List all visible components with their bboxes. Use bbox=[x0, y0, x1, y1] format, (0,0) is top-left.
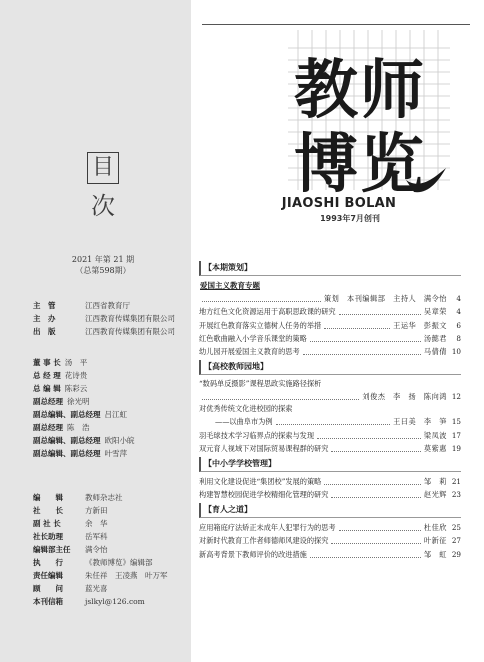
info-value: 花诗贵 bbox=[64, 371, 88, 380]
entry-page: 4 bbox=[456, 307, 461, 317]
issue-year-number: 2021 年第 21 期 bbox=[71, 255, 135, 264]
info-value: 江西教育传媒集团有限公司 bbox=[85, 314, 175, 323]
info-row bbox=[33, 382, 193, 395]
logo-char-jiao: 教 bbox=[294, 54, 358, 128]
info-label: 社 长 bbox=[33, 506, 63, 515]
info-label: 总 编 辑 bbox=[33, 384, 61, 393]
entry-page: 23 bbox=[451, 490, 461, 500]
info-row bbox=[33, 447, 193, 460]
editorial-info bbox=[33, 491, 193, 608]
entry-leader bbox=[324, 484, 421, 485]
entry-leader bbox=[317, 438, 421, 439]
info-value: 徐光明 bbox=[67, 397, 90, 406]
toc-section bbox=[199, 360, 461, 455]
entry-author: 汤懿君 bbox=[423, 333, 447, 343]
table-of-contents bbox=[199, 259, 461, 561]
toc-entry[interactable] bbox=[199, 521, 461, 534]
info-label: 副总编辑、副总经理 bbox=[33, 410, 101, 419]
entry-title: 幼儿园开展爱国主义教育的思考 bbox=[199, 346, 300, 356]
entry-author: 吴章荣 bbox=[423, 307, 447, 317]
info-label: 总 经 理 bbox=[33, 371, 61, 380]
info-value: 陈 浩 bbox=[67, 423, 90, 432]
toc-entry[interactable] bbox=[199, 390, 461, 403]
entry-author: 梁凤波 bbox=[423, 430, 447, 440]
logo-char-bo: 博 bbox=[294, 128, 358, 202]
info-row bbox=[33, 395, 193, 408]
info-value: 方新田 bbox=[85, 506, 108, 515]
entry-leader bbox=[202, 301, 321, 302]
toc-entry[interactable] bbox=[199, 475, 461, 488]
info-row bbox=[33, 569, 193, 582]
top-rule bbox=[202, 24, 470, 25]
info-label: 顾 问 bbox=[33, 584, 63, 593]
entry-author: 赵光辉 bbox=[423, 490, 447, 500]
info-label: 编辑部主任 bbox=[33, 545, 71, 554]
entry-author: 莫紫惠 bbox=[423, 443, 447, 453]
entry-page: 15 bbox=[451, 417, 461, 427]
info-value: 吕江虹 bbox=[104, 410, 127, 419]
entry-page: 29 bbox=[451, 549, 461, 559]
info-label: 本刊信箱 bbox=[33, 597, 63, 606]
info-row bbox=[33, 421, 193, 434]
entry-title: 地方红色文化资源运用于高职思政课的研究 bbox=[199, 307, 336, 317]
entry-author: 王运华 彭振文 bbox=[393, 320, 447, 330]
info-label: 副 社 长 bbox=[33, 519, 61, 528]
management-info bbox=[33, 356, 193, 460]
info-row bbox=[33, 517, 193, 530]
info-label: 编 辑 bbox=[33, 493, 63, 502]
entry-leader bbox=[202, 399, 359, 400]
info-value: 岳军科 bbox=[85, 532, 108, 541]
info-row bbox=[33, 299, 193, 312]
entry-author: 策划 本刊编辑部 主持人 满令怡 bbox=[323, 294, 447, 304]
entry-leader bbox=[331, 451, 421, 452]
info-label: 副总经理 bbox=[33, 397, 63, 406]
entry-title: 对新时代教育工作者师德师风建设的探究 bbox=[199, 536, 329, 546]
info-row bbox=[33, 312, 193, 325]
entry-title: 红色歌曲融入小学音乐课堂的策略 bbox=[199, 333, 307, 343]
logo-char-shi: 师 bbox=[360, 54, 424, 128]
info-row bbox=[33, 582, 193, 595]
entry-leader bbox=[276, 424, 391, 425]
info-row bbox=[33, 491, 193, 504]
info-value: 余 华 bbox=[85, 519, 108, 528]
info-value: 蓝光喜 bbox=[85, 584, 108, 593]
magazine-logo bbox=[288, 30, 450, 202]
info-label: 出 版 bbox=[33, 327, 56, 336]
section-heading: 【育人之道】 bbox=[199, 503, 461, 518]
info-value: 汤 平 bbox=[64, 358, 88, 367]
info-label: 责任编辑 bbox=[33, 571, 63, 580]
toc-entry-title-line[interactable]: 对优秀传统文化进校园的探索 bbox=[199, 404, 293, 414]
entry-page: 19 bbox=[451, 443, 461, 453]
entry-title: 利用文化建设促进“集团校”发展的策略 bbox=[199, 476, 322, 486]
entry-author: 刘俊杰 李 扬 陈向鸿 bbox=[362, 392, 447, 402]
toc-entry[interactable] bbox=[199, 332, 461, 345]
entry-page: 8 bbox=[456, 333, 461, 343]
issue-total-number: （总第598期） bbox=[75, 266, 131, 275]
info-label: 副总编辑、副总经理 bbox=[33, 449, 101, 458]
info-value: 教师杂志社 bbox=[85, 493, 123, 502]
info-label: 执 行 bbox=[33, 558, 63, 567]
issue-number bbox=[48, 254, 158, 276]
entry-leader bbox=[339, 314, 421, 315]
entry-leader bbox=[331, 497, 421, 498]
info-label: 主 办 bbox=[33, 314, 56, 323]
toc-section bbox=[199, 261, 461, 358]
toc-entry[interactable] bbox=[199, 442, 461, 455]
info-label: 董 事 长 bbox=[33, 358, 61, 367]
info-value: 满令怡 bbox=[85, 545, 108, 554]
toc-entry[interactable] bbox=[199, 345, 461, 358]
toc-entry[interactable] bbox=[199, 318, 461, 331]
entry-leader bbox=[339, 530, 421, 531]
toc-entry[interactable] bbox=[199, 547, 461, 560]
info-label: 社长助理 bbox=[33, 532, 63, 541]
entry-title: 新高考背景下教师评价的改进措施 bbox=[199, 549, 307, 559]
entry-author: 叶新征 bbox=[423, 536, 447, 546]
info-label: 副总经理 bbox=[33, 423, 63, 432]
info-label: 副总编辑、副总经理 bbox=[33, 436, 101, 445]
entry-author: 邹 莉 bbox=[423, 476, 447, 486]
magazine-title-en: JIAOSHI BOLAN bbox=[281, 196, 397, 211]
entry-leader bbox=[324, 328, 390, 329]
info-row bbox=[33, 595, 193, 608]
info-row bbox=[33, 369, 193, 382]
info-value: 朱任祥 王凌燕 叶万军 bbox=[85, 571, 168, 580]
contents-title bbox=[86, 152, 120, 224]
entry-page: 10 bbox=[451, 346, 461, 356]
entry-title: 羽毛球技术学习临界点的探索与发现 bbox=[199, 430, 315, 440]
toc-entry[interactable] bbox=[199, 428, 461, 441]
entry-page: 27 bbox=[451, 536, 461, 546]
contents-char-1: 目 bbox=[87, 152, 119, 184]
toc-section bbox=[199, 457, 461, 501]
toc-entry[interactable] bbox=[199, 415, 461, 428]
entry-page: 4 bbox=[456, 294, 461, 304]
section-heading: 【高校教师园地】 bbox=[199, 360, 461, 375]
entry-author: 邹 虹 bbox=[423, 549, 447, 559]
entry-page: 25 bbox=[451, 523, 461, 533]
entry-author: 王曰美 李 笋 bbox=[393, 417, 447, 427]
contents-char-2: 次 bbox=[91, 192, 115, 220]
toc-entry[interactable] bbox=[199, 488, 461, 501]
info-label: 主 管 bbox=[33, 301, 56, 310]
info-row bbox=[33, 325, 193, 338]
info-value: 江西省教育厅 bbox=[85, 301, 130, 310]
section-subheading: 爱国主义教育专题 bbox=[200, 281, 260, 290]
info-row bbox=[33, 356, 193, 369]
info-value: jslkyl@126.com bbox=[85, 597, 145, 606]
entry-title: 双元育人视域下对国际贸易课程群的研究 bbox=[199, 443, 329, 453]
entry-leader bbox=[310, 341, 421, 342]
entry-leader bbox=[303, 354, 421, 355]
entry-leader bbox=[331, 543, 421, 544]
info-value: 欧阳小皖 bbox=[104, 436, 135, 445]
entry-title: 开展红色教育落实立德树人任务的举措 bbox=[199, 320, 322, 330]
info-row bbox=[33, 504, 193, 517]
entry-leader bbox=[310, 557, 421, 558]
toc-entry-title-line[interactable]: “数码单反摄影”课程思政实施路径探析 bbox=[199, 378, 322, 388]
entry-page: 17 bbox=[451, 430, 461, 440]
entry-page: 21 bbox=[451, 476, 461, 486]
info-value: 叶雪萍 bbox=[104, 449, 127, 458]
info-row bbox=[33, 434, 193, 447]
info-value: 江西教育传媒集团有限公司 bbox=[85, 327, 175, 336]
logo-char-lan: 览 bbox=[360, 128, 424, 202]
info-value: 《教师博览》编辑部 bbox=[85, 558, 153, 567]
info-row bbox=[33, 543, 193, 556]
entry-page: 12 bbox=[451, 392, 461, 402]
toc-entry[interactable] bbox=[199, 292, 461, 305]
section-heading: 【中小学学校管理】 bbox=[199, 457, 461, 472]
entry-author: 马倩倩 bbox=[423, 346, 447, 356]
entry-author: 杜佳欣 bbox=[423, 523, 447, 533]
entry-title: ——以曲阜市为例 bbox=[215, 417, 273, 427]
entry-page: 6 bbox=[456, 320, 461, 330]
entry-title: 构建智慧校园促进学校精细化管理的研究 bbox=[199, 490, 329, 500]
founded-date: 1993年7月创刊 bbox=[320, 214, 380, 223]
entry-title: 应用箱庭疗法矫正未成年人犯罪行为的思考 bbox=[199, 523, 336, 533]
toc-entry[interactable] bbox=[199, 534, 461, 547]
publisher-info bbox=[33, 299, 193, 338]
toc-section bbox=[199, 503, 461, 561]
left-panel bbox=[0, 0, 191, 662]
toc-entry[interactable] bbox=[199, 305, 461, 318]
info-value: 陈彩云 bbox=[64, 384, 88, 393]
section-heading: 【本期策划】 bbox=[199, 261, 461, 276]
info-row bbox=[33, 556, 193, 569]
info-row bbox=[33, 408, 193, 421]
info-row bbox=[33, 530, 193, 543]
